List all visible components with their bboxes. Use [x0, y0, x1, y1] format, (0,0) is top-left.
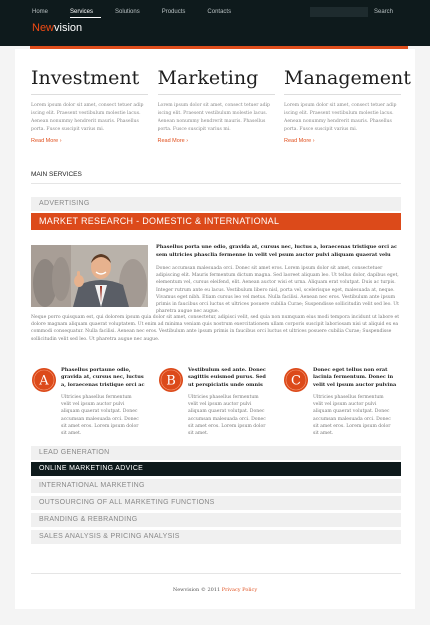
page-content — [15, 49, 415, 609]
badge-c-icon — [283, 367, 309, 393]
nav-services[interactable]: Services — [70, 7, 101, 18]
nav-products[interactable]: Products — [161, 9, 186, 15]
column-marketing — [158, 67, 275, 144]
footer-divider — [31, 573, 401, 574]
step-title: Phasellus portaune odio, gravida at, cursus nec, luctus a, loraecenas tristique orci ac — [61, 367, 145, 388]
read-more-link[interactable]: Read More › — [31, 138, 62, 144]
column-text: Lorem ipsum dolor sit amet, consect tetuer adip iscing elit. Praesent vestibulum molestie lacus. Aenean nonummy hendrerit mauris. Phasellus porta. Fusce suscipit varius mi. — [157, 103, 270, 132]
section-title: MAIN SERVICES — [31, 171, 82, 178]
accordion-lead-generation[interactable]: LEAD GENERATION — [31, 446, 401, 460]
nav-home[interactable]: Home — [32, 9, 49, 15]
badge-letter: B — [166, 373, 176, 389]
service-lead-text: Phasellus porta une odio, gravida at, cursus nec, luctus a, loraecenas tristique orci ac sem ultricies phasclia fermenne in velit vel psum auctor pulvi aliquam quaerat velu — [156, 244, 398, 258]
logo-accent: New — [32, 22, 55, 34]
nav-contacts[interactable]: Contacts — [207, 9, 232, 15]
column-title: Investment — [31, 67, 148, 95]
accordion-international-marketing[interactable]: INTERNATIONAL MARKETING — [31, 479, 401, 493]
step-text: Ultricies phasellus fermentum velit vel ipsum auctor pulvi aliquam quaerat volutpat. Donec accumsan malesuada orci. Donec sit amet eros. Lorem ipsum dolor sit amet. — [188, 395, 266, 437]
businessman-photo — [31, 245, 148, 307]
main-nav — [32, 7, 253, 18]
service-paragraph: Donec accumsan malesuada orci. Donec sit amet eros. Lorem ipsum dolor sit amet, consectetuer adipiscing elit. Mauris fermentum dictum magna. Sed laoreet aliquam leo. Ut tellus dolor, dapibus eget, elementum vel, cursus eleifend, elit. Aenean auctor wisi et urna. Aliquam erat volutpat. Duis ac turpis. Integer rutrum ante eu lacus. Vestibulum libero nisl, porta vel, scelerisque eget, malesuada at, neque. Vivamus eget nibh. Etiam cursus leo vel metus. Nulla facilisi. Aenean nec eros. Vestibulum ante ipsum primis in faucibus orci luctus et ultrices posuere cubilia Curae; Suspendisse sollicitudin velit sed leo. Ut pharetra augue nec augue. — [156, 266, 399, 315]
service-paragraph: Neque porro quisquam est, qui dolorem ipsum quia dolor sit amet, consectetur, adipisci velit, sed quia non numquam eius modi tempora incidunt ut labore et dolore magnam aliquam quaerat voluptatem. Ut enim ad minima veniam quis nostrum exercitationem ullam corporis suscipit laboriosam nisi ut aliquid ex ea commodi consequatur. Nulla facilisi. Aenean nec eros. Vestibulum ante ipsum primis in faucibus orci luctus et ultrices posuere cubilia Curae; Suspendisse sollicitudin velit sed leo. Ut pharetra augue nec augue. — [31, 315, 400, 342]
badge-b-icon — [158, 367, 184, 393]
column-investment — [31, 67, 148, 144]
accordion-outsourcing[interactable]: OUTSOURCING OF ALL MARKETING FUNCTIONS — [31, 496, 401, 510]
column-title: Management — [284, 67, 401, 95]
top-bar — [0, 0, 430, 46]
read-more-link[interactable]: Read More › — [284, 138, 315, 144]
step-text: Ultricies phasellus fermentum velit vel ipsum auctor pulvi aliquam quaerat volutpat. Donec accumsan malesuada orci. Donec sit amet eros. Lorem ipsum dolor sit amet. — [313, 395, 391, 437]
step-title: Vestibulum sed ante. Donec sagittis euismod purus. Sed ut perspiciatis unde omnis — [188, 367, 266, 388]
column-title: Marketing — [158, 67, 275, 95]
search-input[interactable] — [310, 7, 368, 17]
accordion-online-marketing[interactable]: ONLINE MARKETING ADVICE — [31, 462, 401, 476]
accordion-market-research[interactable]: MARKET RESEARCH - DOMESTIC & INTERNATIONAL — [31, 213, 401, 230]
read-more-link[interactable]: Read More › — [157, 138, 189, 144]
copyright-text: Newvision © 2011 — [172, 587, 221, 593]
search-button[interactable]: Search — [374, 9, 394, 15]
logo-rest: vision — [54, 22, 83, 34]
badge-a-icon — [31, 367, 57, 393]
column-management — [284, 67, 411, 144]
accordion-sales-analysis[interactable]: SALES ANALYSIS & PRICING ANALYSIS — [31, 530, 401, 544]
divider — [31, 183, 401, 184]
badge-letter: A — [39, 373, 49, 389]
badge-letter: C — [291, 373, 301, 389]
privacy-policy-link[interactable]: Privacy Policy — [221, 587, 258, 593]
accordion-branding[interactable]: BRANDING & REBRANDING — [31, 513, 401, 527]
column-text: Lorem ipsum dolor sit amet, consect tetuer adip iscing elit. Praesent vestibulum molestie lacus. Aenean nonummy hendrerit mauris. Phasellus porta. Fusce suscipit varius mi. — [31, 103, 144, 132]
column-text: Lorem ipsum dolor sit amet, consect tetuer adip iscing elit. Praesent vestibulum molestie lacus. Aenean nonummy hendrerit mauris. Phasellus porta. Fusce suscipit varius mi. — [284, 103, 397, 132]
accordion-advertising[interactable]: ADVERTISING — [31, 197, 401, 211]
photo-illustration — [31, 245, 148, 307]
footer — [15, 587, 415, 593]
intro-columns — [31, 67, 411, 144]
site-logo[interactable] — [32, 22, 82, 34]
step-text: Ultricies phasellus fermentum velit vel ipsum auctor pulvi aliquam quaerat volutpat. Donec accumsan malesuada orci. Donec sit amet eros. Lorem ipsum dolor sit amet. — [61, 395, 139, 437]
nav-solutions[interactable]: Solutions — [115, 9, 140, 15]
step-title: Donec eget tellus non erat lacinia fermentum. Donec in velit vel ipsum auctor pulvina — [313, 367, 397, 388]
